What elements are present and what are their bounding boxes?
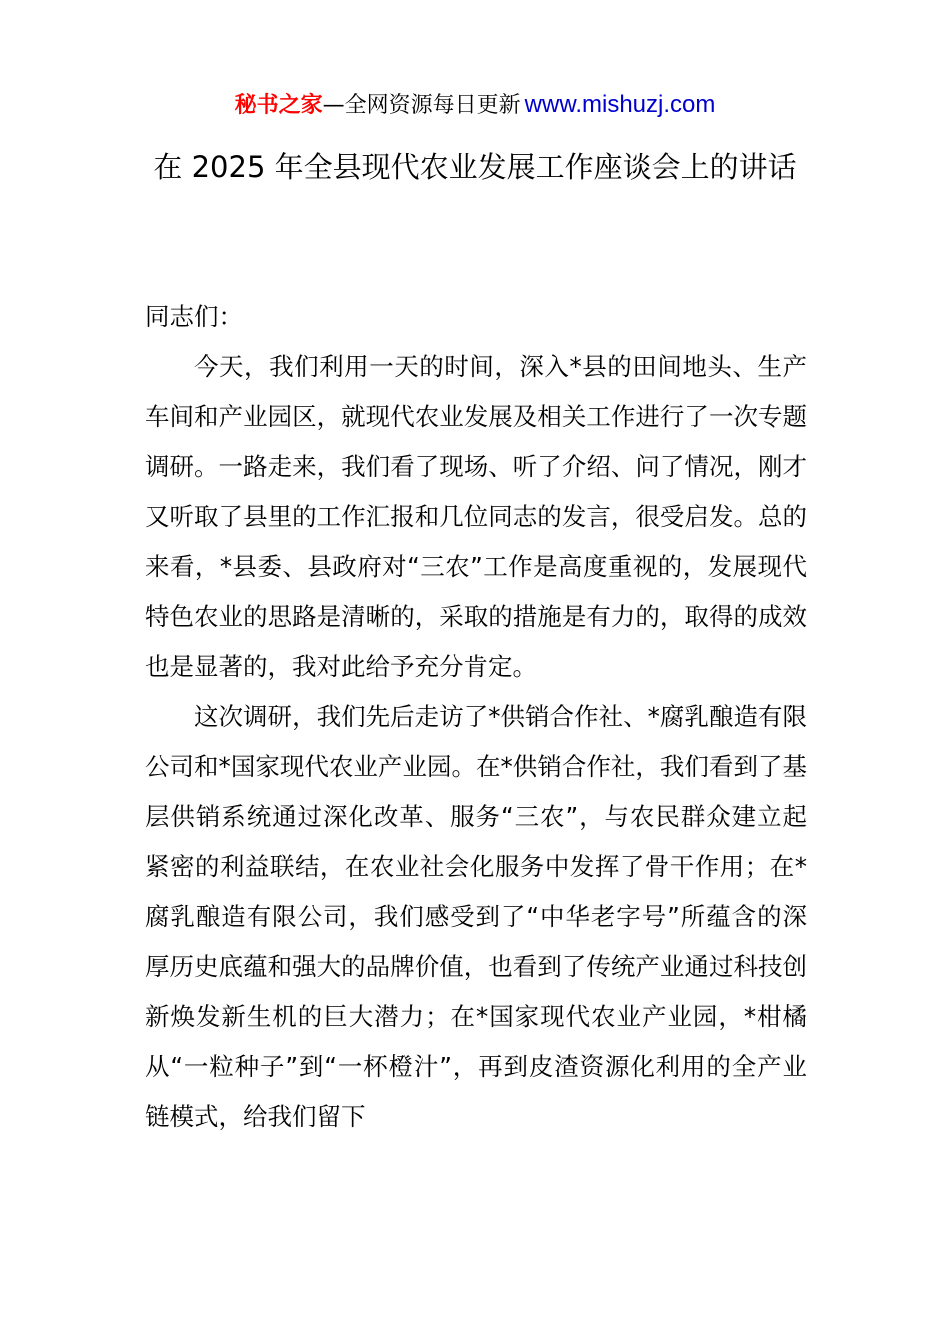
paragraph: 这次调研，我们先后走访了*供销合作社、*腐乳酿造有限公司和*国家现代农业产业园。在*供销合作社，我们看到了基层供销系统通过深化改革、服务“三农”，与农民群众建立起紧密的利益联结，在农业社会化服务中发挥了骨干作用；在*腐乳酿造有限公司，我们感受到了“中华老字号”所蕴含的深厚历史底蕴和强大的品牌价值，也看到了传统产业通过科技创新焕发新生机的巨大潜力；在*国家现代农业产业园，*柑橘从“一粒种子”到“一杯橙汁”，再到皮渣资源化利用的全产业链模式，给我们留下 [145, 702, 807, 1131]
salutation: 同志们： [145, 302, 243, 331]
site-brand: 秘书之家 [234, 93, 323, 118]
document-body [145, 292, 807, 1142]
site-slogan: —全网资源每日更新 [322, 93, 521, 118]
site-url-link[interactable]: www.mishuzj.com [524, 91, 716, 118]
site-banner [0, 88, 950, 123]
document-title: 在 2025 年全县现代农业发展工作座谈会上的讲话 [153, 150, 797, 184]
paragraph: 今天，我们利用一天的时间，深入*县的田间地头、生产车间和产业园区，就现代农业发展及相关工作进行了一次专题调研。一路走来，我们看了现场、听了介绍、问了情况，刚才又听取了县里的工作汇报和几位同志的发言，很受启发。总的来看，*县委、县政府对“三农”工作是高度重视的，发展现代特色农业的思路是清晰的，采取的措施是有力的，取得的成效也是显著的，我对此给予充分肯定。 [145, 352, 807, 681]
